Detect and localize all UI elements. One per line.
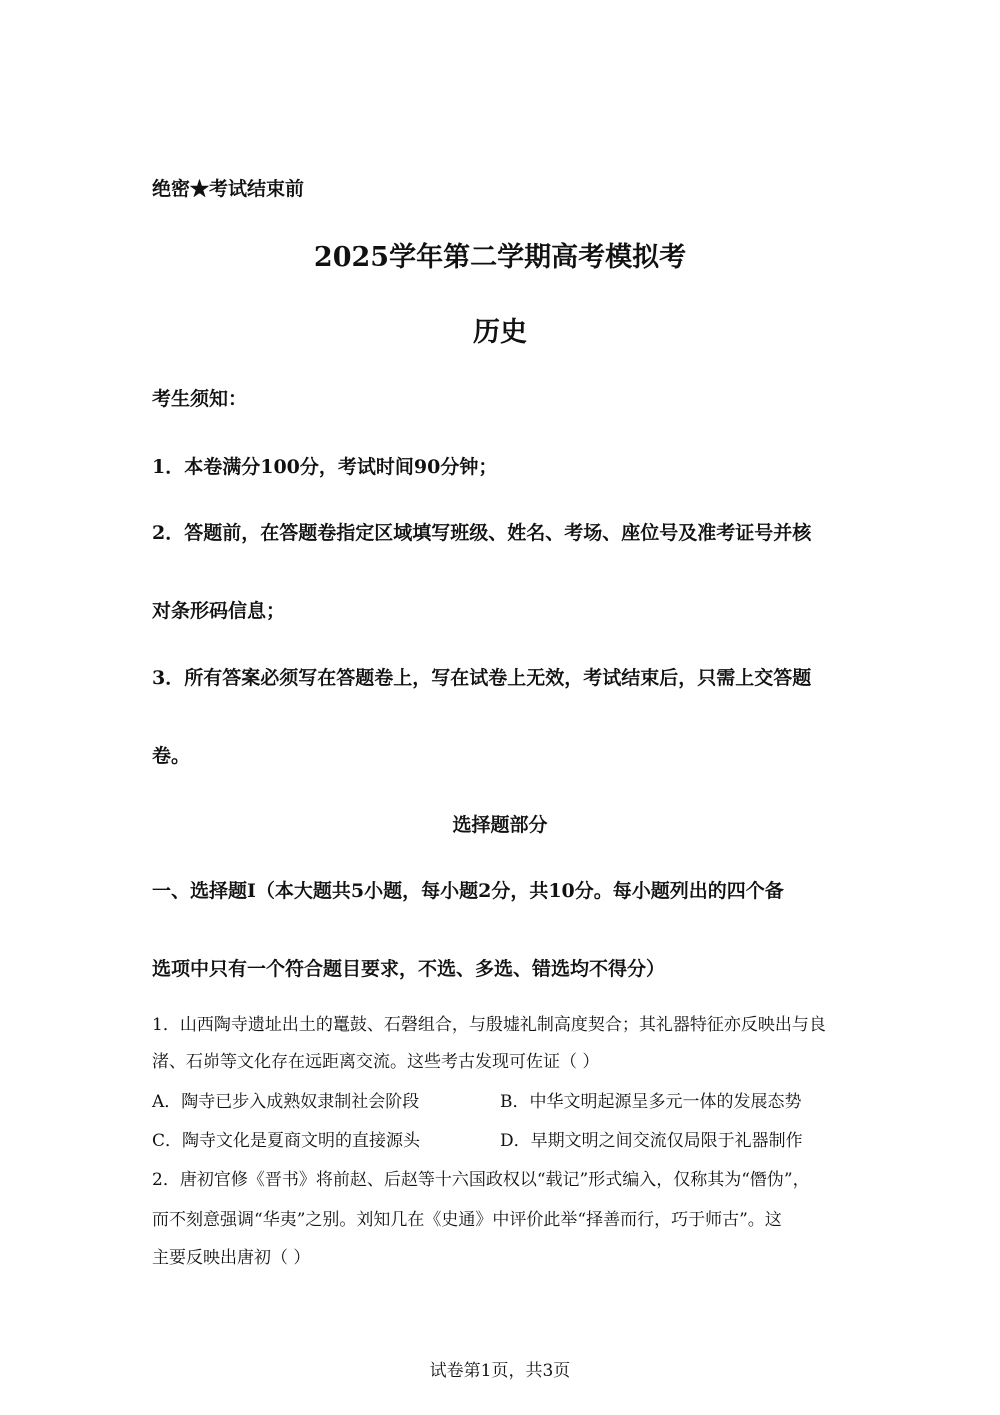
question-1-line-2: 渚、石峁等文化存在远距离交流。这些考古发现可佐证（ ）: [152, 1052, 600, 1072]
notice-heading: 考生须知：: [152, 388, 248, 410]
question-1-option-d: D．早期文明之间交流仅局限于礼器制作: [500, 1131, 803, 1151]
notice-item-3-line-2: 卷。: [152, 745, 191, 767]
question-1-line-1: 1．山西陶寺遗址出土的鼍鼓、石磬组合，与殷墟礼制高度契合；其礼器特征亦反映出与良: [152, 1015, 826, 1035]
confidential-label: 绝密★考试结束前: [152, 178, 305, 200]
part-instructions-line-1: 一、选择题Ⅰ（本大题共5小题，每小题2分，共10分。每小题列出的四个备: [152, 880, 784, 902]
notice-item-2-line-1: 2．答题前，在答题卷指定区域填写班级、姓名、考场、座位号及准考证号并核: [152, 522, 812, 544]
question-2-line-3: 主要反映出唐初（ ）: [152, 1248, 311, 1268]
section-title: 选择题部分: [452, 814, 548, 836]
notice-item-2-line-2: 对条形码信息；: [152, 600, 286, 622]
part-instructions-line-2: 选项中只有一个符合题目要求，不选、多选、错选均不得分）: [152, 958, 666, 980]
notice-item-3-line-1: 3．所有答案必须写在答题卷上，写在试卷上无效，考试结束后，只需上交答题: [152, 667, 812, 689]
exam-title: 2025学年第二学期高考模拟考: [313, 242, 687, 273]
question-1-option-b: B．中华文明起源呈多元一体的发展态势: [500, 1092, 802, 1112]
question-2-line-1: 2．唐初官修《晋书》将前赵、后赵等十六国政权以“载记”形式编入，仅称其为“僭伪”，: [152, 1170, 810, 1190]
page-footer: 试卷第1页，共3页: [429, 1361, 571, 1381]
question-1-option-a: A．陶寺已步入成熟奴隶制社会阶段: [152, 1092, 420, 1112]
notice-item-1: 1．本卷满分100分，考试时间90分钟；: [152, 456, 498, 478]
question-1-option-c: C．陶寺文化是夏商文明的直接源头: [152, 1131, 421, 1151]
question-2-line-2: 而不刻意强调“华夷”之别。刘知几在《史通》中评价此举“择善而行，巧于师古”。这: [152, 1210, 782, 1230]
subject-title: 历史: [473, 317, 527, 348]
